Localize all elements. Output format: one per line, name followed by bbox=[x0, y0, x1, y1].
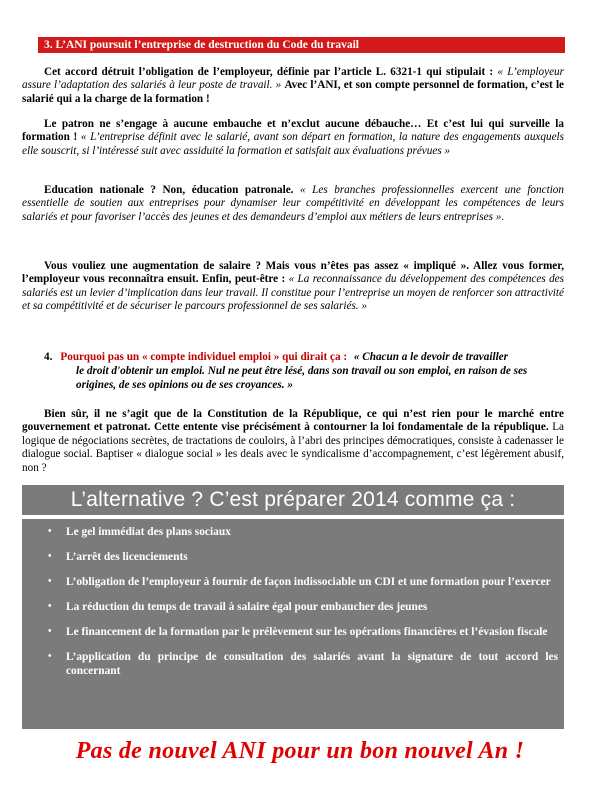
paragraph-constitution-bold: Bien sûr, il ne s’agit que de la Constitution de la République, ce qui n’est rien pour le marché entre gouvernement et patronat. Cette entente vise précisément à contourner la loi fondamentale de la république. bbox=[22, 408, 564, 434]
section-4-heading: Pourquoi pas un « compte individuel emploi » qui dirait ça : bbox=[60, 351, 348, 363]
alternative-item-text: L’obligation de l’employeur à fournir de façon indissociable un CDI et une formation pour l’exercer bbox=[66, 576, 551, 588]
paragraph-education-bold: Education nationale ? Non, éducation patronale. bbox=[44, 184, 294, 196]
paragraph-salaire-quote: « La reconnaissance du développement des compétences des salariés est un levier d’implication dans leur travail. Il constitue pour l’entreprise un moyen de renforcer son attractivité et sa compétitivité et de sécuriser le parcours professionnel de ses salariés. » bbox=[22, 273, 564, 313]
footer-slogan: Pas de nouvel ANI pour un bon nouvel An ! bbox=[75, 738, 525, 764]
bullet-icon: • bbox=[48, 651, 52, 662]
paragraph-obligation bbox=[22, 66, 564, 106]
bullet-icon: • bbox=[48, 626, 52, 637]
alternative-item bbox=[26, 550, 560, 564]
paragraph-salaire bbox=[22, 260, 564, 314]
alternative-item-text: Le gel immédiat des plans sociaux bbox=[66, 526, 231, 538]
alternative-item bbox=[26, 600, 560, 614]
paragraph-obligation-conclusion: Avec l’ANI, et son compte personnel de formation, c’est le salarié qui a la charge de la formation ! bbox=[22, 79, 565, 105]
alternative-item-text: Le financement de la formation par le prélèvement sur les opérations financières et l’évasion fiscale bbox=[66, 626, 548, 638]
paragraph-embauche-quote: « L’entreprise définit avec le salarié, avant son départ en formation, la nature des engagements auxquels elle souscrit, si l’intéressé suit avec assiduité la formation et satisfait aux évaluations prévues » bbox=[22, 131, 565, 157]
alternative-list-box bbox=[22, 519, 564, 729]
bullet-icon: • bbox=[48, 551, 52, 562]
alternative-item-text: L’application du principe de consultation des salariés avant la signature de tout accord les concernant bbox=[66, 651, 558, 677]
paragraph-embauche bbox=[22, 118, 564, 158]
bullet-icon: • bbox=[48, 601, 52, 612]
alternative-list bbox=[26, 525, 560, 678]
alternative-item bbox=[26, 525, 560, 539]
bullet-icon: • bbox=[48, 576, 52, 587]
paragraph-constitution bbox=[22, 408, 564, 475]
paragraph-salaire-bold: Vous vouliez une augmentation de salaire ? Mais vous n’êtes pas assez « impliqué ». Allez vous former, l’employeur vous reconnaîtra ensuit. Enfin, peut-être : bbox=[22, 260, 564, 286]
bullet-icon: • bbox=[48, 526, 52, 537]
section-4-quote-start: « Chacun a le devoir de travailler bbox=[353, 351, 509, 363]
paragraph-obligation-bold: Cet accord détruit l’obligation de l’employeur, définie par l’article L. 6321-1 qui stipulait : bbox=[44, 66, 494, 78]
section-4-number: 4. bbox=[44, 351, 53, 363]
alternative-item-text: La réduction du temps de travail à salaire égal pour embaucher des jeunes bbox=[66, 601, 428, 613]
paragraph-education-quote: « Les branches professionnelles exercent une fonction essentielle de soutien aux entreprises pour dynamiser leur compétitivité en développant les compétences de leurs salariés et pour favoriser l’accès des jeunes et des demandeurs d’emploi aux métiers de leurs entreprises ». bbox=[22, 184, 564, 223]
alternative-item bbox=[26, 575, 560, 589]
paragraph-embauche-bold: Le patron ne s’engage à aucune embauche et n’exclut aucune débauche… Et c’est lui qui surveille la formation ! bbox=[22, 118, 564, 144]
alternative-item bbox=[26, 625, 560, 639]
alternative-title: L’alternative ? C’est préparer 2014 comme ça : bbox=[22, 485, 564, 515]
paragraph-obligation-quote: « L’employeur assure l’adaptation des salariés à leur poste de travail. » bbox=[22, 66, 564, 92]
paragraph-constitution-normal: La logique de négociations secrètes, de tractations de couloirs, à l’abri des principes démocratiques, consiste à cadenasser le dialogue social. Baptiser « dialogue social » les deals avec le syndicalisme d’accompagnement, c’est légèrement abusif, non ? bbox=[22, 421, 564, 474]
alternative-item bbox=[26, 650, 560, 678]
section-4 bbox=[44, 350, 564, 392]
section-3-heading: 3. L’ANI poursuit l’entreprise de destruction du Code du travail bbox=[38, 37, 565, 53]
section-4-quote-rest: le droit d'obtenir un emploi. Nul ne peut être lésé, dans son travail ou son emploi, en raison de ses origines, de ses opinions ou de ses croyances. » bbox=[76, 365, 528, 391]
alternative-item-text: L’arrêt des licenciements bbox=[66, 551, 188, 563]
paragraph-education bbox=[22, 184, 564, 224]
